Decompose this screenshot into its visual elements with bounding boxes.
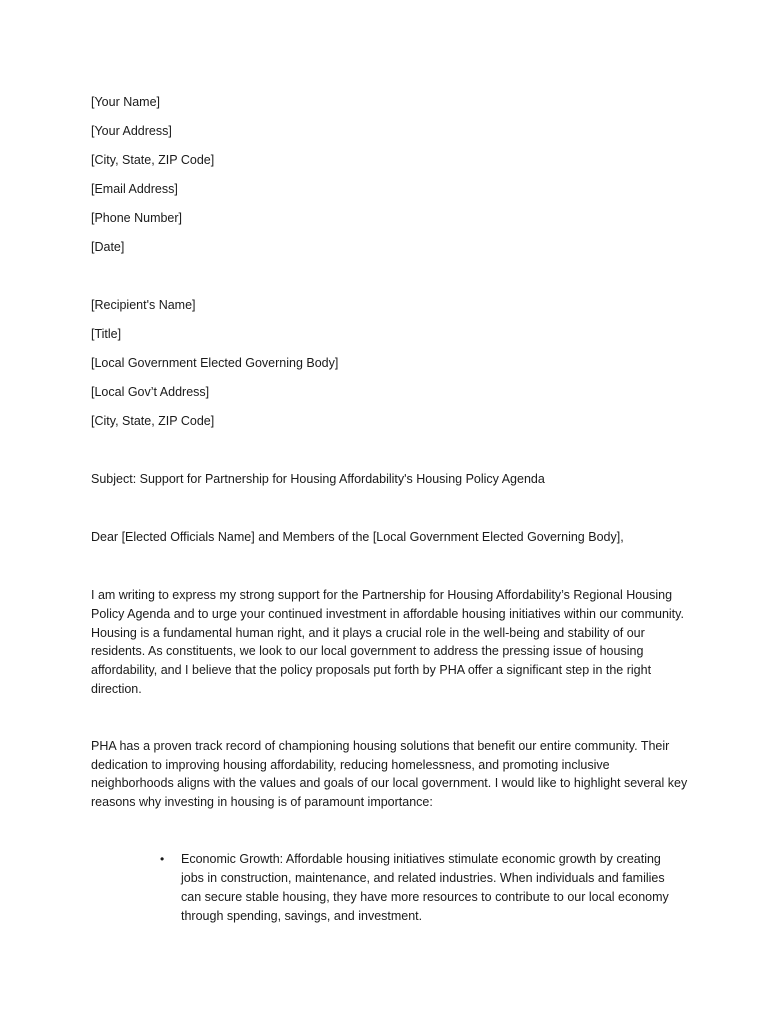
- recipient-address: [Local Gov’t Address]: [91, 385, 210, 399]
- bullet-list: [91, 850, 691, 926]
- recipient-governing-body: [Local Government Elected Governing Body]: [91, 356, 339, 370]
- spacer: [91, 699, 691, 737]
- sender-phone: [Phone Number]: [91, 211, 183, 225]
- sender-city-state-zip: [City, State, ZIP Code]: [91, 153, 215, 167]
- salutation: Dear [Elected Officials Name] and Members of the [Local Government Elected Governing Body],: [91, 530, 624, 544]
- spacer: [91, 557, 691, 586]
- spacer: [91, 441, 691, 470]
- paragraph-2: PHA has a proven track record of championing housing solutions that benefit our entire community. Their dedication to improving housing affordability, reducing homelessness, and promoting inclusive neighborhoods aligns with the values and goals of our local government. I would like to highlight several key reasons why investing in housing is of paramount importance:: [91, 738, 688, 810]
- paragraph-1: I am writing to express my strong support for the Partnership for Housing Affordability’s Regional Housing Policy Agenda and to urge your continued investment in affordable housing initiatives within our community. Housing is a fundamental human right, and it plays a crucial role in the well-being and stability of our residents. As constituents, we look to our local government to address the pressing issue of housing affordability, and I believe that the policy proposals put forth by PHA offer a significant step in the right direction.: [91, 588, 684, 696]
- sender-email: [Email Address]: [91, 182, 178, 196]
- letter-body: [91, 93, 691, 926]
- sender-address: [Your Address]: [91, 124, 172, 138]
- recipient-name: [Recipient's Name]: [91, 298, 196, 312]
- spacer: [91, 499, 691, 528]
- spacer: [91, 267, 691, 296]
- recipient-title: [Title]: [91, 327, 122, 341]
- bullet-symbol: •: [160, 851, 165, 866]
- spacer: [91, 812, 691, 850]
- sender-block: [91, 93, 691, 267]
- recipient-block: [91, 296, 691, 441]
- subject-line: Subject: Support for Partnership for Housing Affordability's Housing Policy Agenda: [91, 472, 545, 486]
- list-item: [91, 850, 681, 926]
- bullet-text: Economic Growth: Affordable housing initiatives stimulate economic growth by creating jobs in construction, maintenance, and related industries. When individuals and families can secure stable housing, they have more resources to contribute to our local economy through spending, savings, and investment.: [181, 851, 669, 923]
- recipient-city-state-zip: [City, State, ZIP Code]: [91, 414, 215, 428]
- letter-date: [Date]: [91, 240, 125, 254]
- sender-name: [Your Name]: [91, 95, 161, 109]
